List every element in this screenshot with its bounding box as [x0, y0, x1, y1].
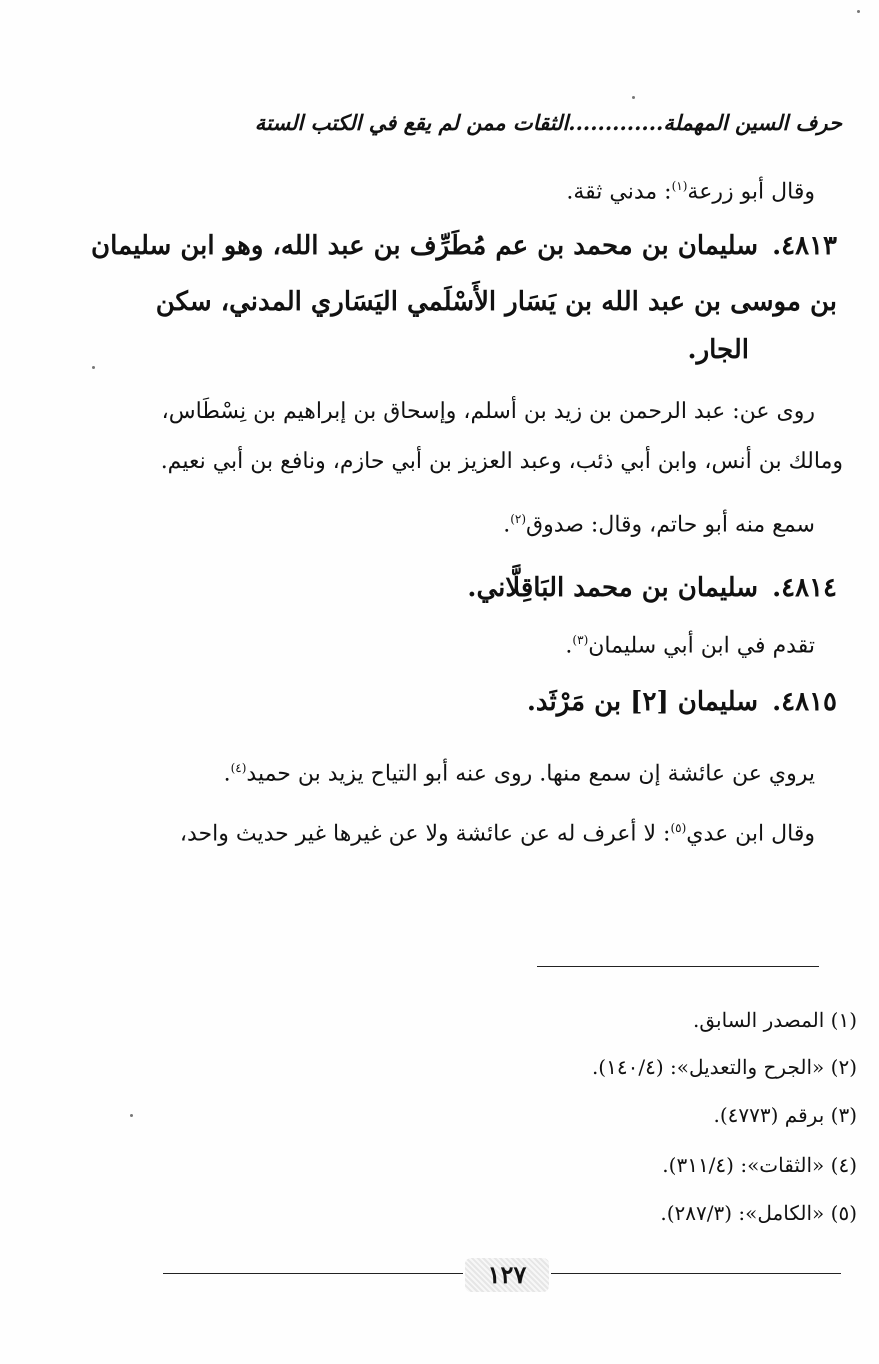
paragraph-narrates-from-aisha [224, 752, 815, 790]
footnote-1: (١) المصدر السابق. [693, 1008, 857, 1032]
footnote-ref: (١) [671, 179, 688, 193]
text-run: يروي عن عائشة إن سمع منها. روى عنه أبو التياح يزيد بن حميد [246, 761, 815, 787]
paragraph-see-ibn-abi-sulaiman [565, 624, 815, 662]
text-run: روى عن: عبد الرحمن بن زيد بن أسلم، وإسحاق بن إبراهيم بن نِسْطَاس، [161, 399, 815, 424]
paragraph-ibn-adi [180, 812, 815, 850]
entry-title-text: بن موسى بن عبد الله بن يَسَار الأَسْلَمي اليَسَاري المدني، سكن [155, 287, 837, 317]
paragraph-narrated-from-2 [161, 446, 843, 478]
entry-title-text: سليمان بن محمد بن عم مُطَرِّف بن عبد الله، وهو ابن سليمان [91, 231, 759, 261]
footnote-ref: (٤) [230, 761, 247, 775]
footnote-ref: (٢) [510, 512, 527, 526]
paragraph-narrated-from-1 [162, 396, 815, 428]
entry-4813-title-line3 [688, 322, 749, 378]
text-run: : مدني ثقة. [566, 179, 672, 205]
text-run: وقال أبو زرعة [687, 179, 815, 205]
scan-speck [632, 96, 635, 99]
footnote-5: (٥) «الكامل»: (٢٨٧/٣). [660, 1201, 857, 1225]
paragraph-abu-zura [566, 170, 815, 208]
text-run: سمع منه أبو حاتم، وقال: صدوق [526, 512, 815, 538]
entry-title-text: سليمان بن محمد البَاقِلَّاني. [467, 573, 759, 603]
entry-4813-title-line1 [91, 218, 837, 274]
text-run: . [565, 633, 573, 659]
entry-title-text: سليمان [٢] بن مَرْثَد. [526, 687, 759, 717]
entry-number: ٤٨١٣. [772, 231, 837, 261]
entry-title-text: الجار. [687, 335, 749, 365]
paragraph-abu-hatim [503, 503, 815, 541]
footer-rule-right [551, 1273, 841, 1274]
running-header [178, 110, 842, 146]
entry-number: ٤٨١٤. [772, 573, 837, 603]
text-run: . [223, 761, 231, 787]
footnote-ref: (٣) [572, 633, 589, 647]
footer-rule-left [163, 1273, 463, 1274]
footnote-ref: (٥) [670, 821, 687, 835]
page-number: ١٢٧ [465, 1258, 549, 1292]
text-run: وقال ابن عدي [686, 821, 815, 847]
text-run: : لا أعرف له عن عائشة ولا عن غيرها غير حديث واحد، [179, 821, 671, 847]
scan-speck [857, 10, 860, 13]
entry-4815-title [527, 674, 837, 730]
text-run: ومالك بن أنس، وابن أبي ذئب، وعبد العزيز بن أبي حازم، ونافع بن أبي نعيم. [160, 449, 843, 474]
scan-speck [92, 366, 95, 369]
text-run: . [503, 512, 511, 538]
text-run: تقدم في ابن أبي سليمان [588, 633, 815, 659]
entry-4814-title [467, 560, 837, 616]
footnote-3: (٣) برقم (٤٧٧٣). [713, 1103, 857, 1127]
running-header-text: حرف السين المهملة.............الثقات ممن لم يقع في الكتب الستة [254, 110, 842, 135]
scan-speck [130, 1114, 133, 1117]
footnote-separator [537, 966, 819, 967]
footnote-4: (٤) «الثقات»: (٣١١/٤). [662, 1153, 857, 1177]
entry-number: ٤٨١٥. [772, 687, 837, 717]
footnote-2: (٢) «الجرح والتعديل»: (١٤٠/٤). [591, 1055, 857, 1079]
